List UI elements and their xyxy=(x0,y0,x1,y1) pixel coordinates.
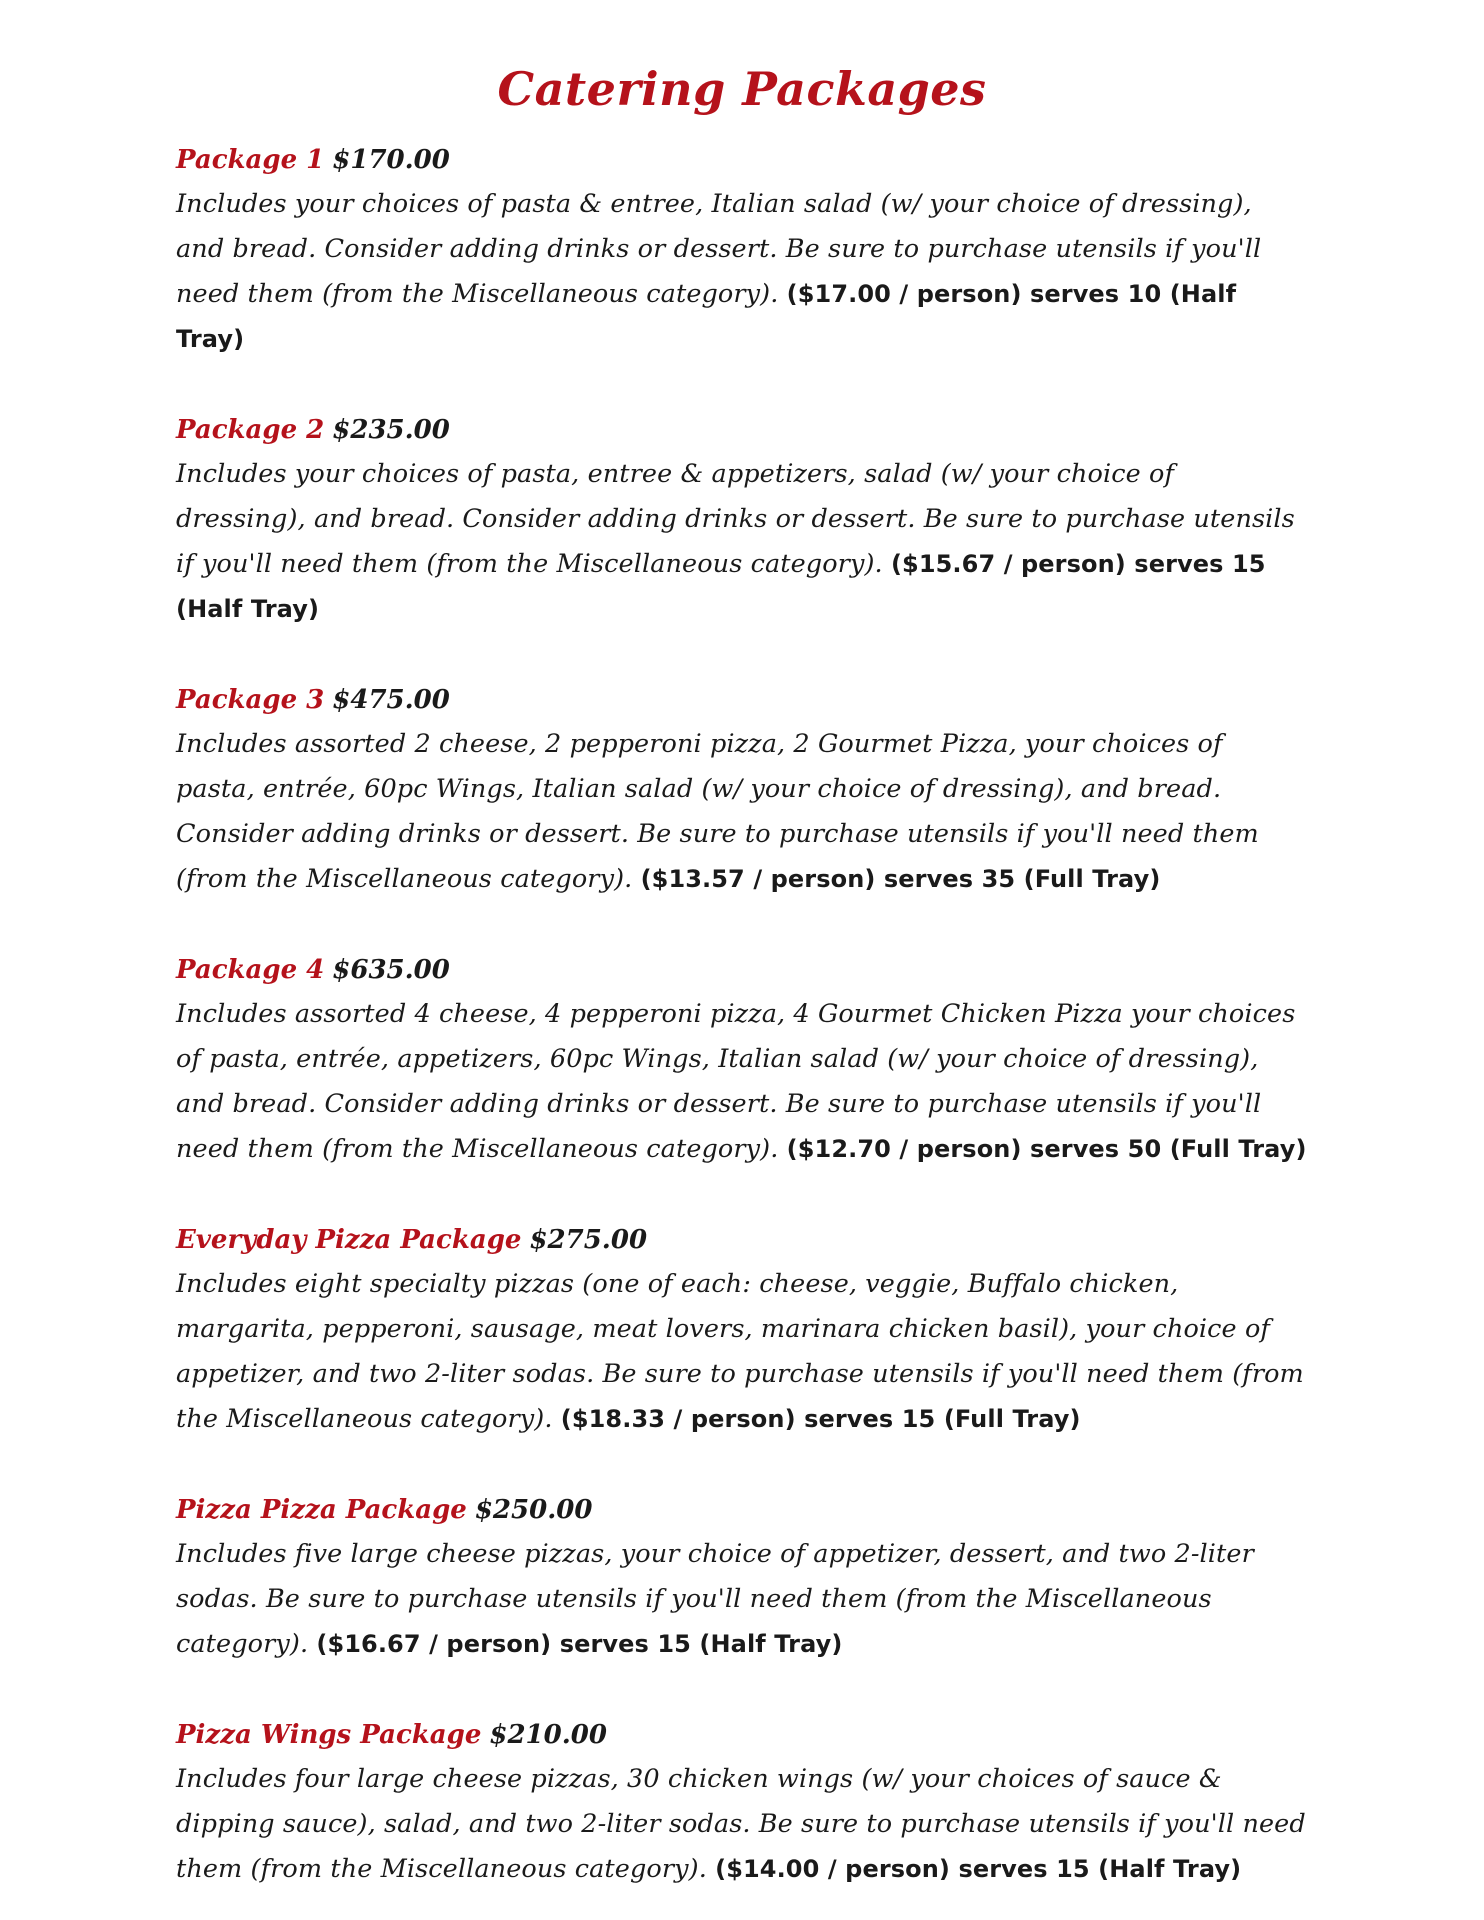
package-name: Package 3 xyxy=(176,685,325,715)
package-header xyxy=(176,408,1308,452)
package-price: $170.00 xyxy=(332,145,450,175)
package-summary: ($15.67 / person) serves 15 (Half Tray) xyxy=(176,550,1266,623)
package-pizza-wings xyxy=(176,1713,1308,1892)
package-2 xyxy=(176,408,1308,632)
package-summary: ($13.57 / person) serves 35 (Full Tray) xyxy=(640,865,1161,893)
package-name: Pizza Wings Package xyxy=(176,1720,482,1750)
package-header xyxy=(176,138,1308,182)
package-description xyxy=(176,1532,1308,1667)
package-header xyxy=(176,678,1308,722)
package-3 xyxy=(176,678,1308,902)
package-summary: ($14.00 / person) serves 15 (Half Tray) xyxy=(715,1855,1242,1883)
package-description-text: Includes five large cheese pizzas, your choice of appetizer, dessert, and two 2-liter sodas. Be sure to purchase utensils if you'll need them (from the Miscellaneous category). xyxy=(176,1539,1254,1659)
package-header xyxy=(176,1713,1308,1757)
package-description-text: Includes your choices of pasta & entree, Italian salad (w/ your choice of dressing), and bread. Consider adding drinks or dessert. Be sure to purchase utensils if you'll need them (from the Miscellaneous category). xyxy=(176,189,1262,309)
package-price: $275.00 xyxy=(529,1225,648,1255)
package-summary: ($17.00 / person) serves 10 (Half Tray) xyxy=(176,280,1237,353)
package-description-text: Includes assorted 2 cheese, 2 pepperoni pizza, 2 Gourmet Pizza, your choices of pasta, entrée, 60pc Wings, Italian salad (w/ your choice of dressing), and bread. Consider adding drinks or dessert. Be sure to purchase utensils if you'll need them (from the Miscellaneous category). xyxy=(176,729,1259,894)
package-price: $635.00 xyxy=(332,955,450,985)
package-price: $475.00 xyxy=(332,685,450,715)
page-title: Catering Packages xyxy=(497,62,987,116)
package-everyday-pizza xyxy=(176,1218,1308,1442)
package-price: $235.00 xyxy=(332,415,450,445)
package-description xyxy=(176,182,1308,362)
package-header xyxy=(176,1488,1308,1532)
package-description xyxy=(176,722,1308,902)
package-description-text: Includes four large cheese pizzas, 30 chicken wings (w/ your choices of sauce & dipping sauce), salad, and two 2-liter sodas. Be sure to purchase utensils if you'll need them (from the Miscellaneous category). xyxy=(176,1764,1306,1884)
package-price: $250.00 xyxy=(474,1495,593,1525)
package-summary: ($18.33 / person) serves 15 (Full Tray) xyxy=(560,1405,1081,1433)
package-description-text: Includes eight specialty pizzas (one of each: cheese, veggie, Buffalo chicken, margarita, pepperoni, sausage, meat lovers, marinara chicken basil), your choice of appetizer, and two 2-liter sodas. Be sure to purchase utensils if you'll need them (from the Miscellaneous category). xyxy=(176,1269,1304,1434)
package-name: Package 1 xyxy=(176,145,325,175)
package-description xyxy=(176,992,1308,1172)
package-name: Package 2 xyxy=(176,415,325,445)
package-summary: ($12.70 / person) serves 50 (Full Tray) xyxy=(786,1135,1307,1163)
package-description-text: Includes assorted 4 cheese, 4 pepperoni pizza, 4 Gourmet Chicken Pizza your choices of pasta, entrée, appetizers, 60pc Wings, Italian salad (w/ your choice of dressing), and bread. Consider adding drinks or dessert. Be sure to purchase utensils if you'll need them (from the Miscellaneous category). xyxy=(176,999,1296,1164)
package-price: $210.00 xyxy=(489,1720,607,1750)
package-4 xyxy=(176,948,1308,1172)
package-1 xyxy=(176,138,1308,362)
package-name: Pizza Pizza Package xyxy=(176,1495,467,1525)
package-pizza-pizza xyxy=(176,1488,1308,1667)
package-header xyxy=(176,948,1308,992)
package-description xyxy=(176,452,1308,632)
package-description xyxy=(176,1757,1308,1892)
package-summary: ($16.67 / person) serves 15 (Half Tray) xyxy=(316,1630,843,1658)
package-description xyxy=(176,1262,1308,1442)
package-description-text: Includes your choices of pasta, entree & appetizers, salad (w/ your choice of dressing), and bread. Consider adding drinks or dessert. Be sure to purchase utensils if you'll need them (from the Miscellaneous category). xyxy=(176,459,1295,579)
package-header xyxy=(176,1218,1308,1262)
package-name: Package 4 xyxy=(176,955,325,985)
package-name: Everyday Pizza Package xyxy=(176,1225,522,1255)
